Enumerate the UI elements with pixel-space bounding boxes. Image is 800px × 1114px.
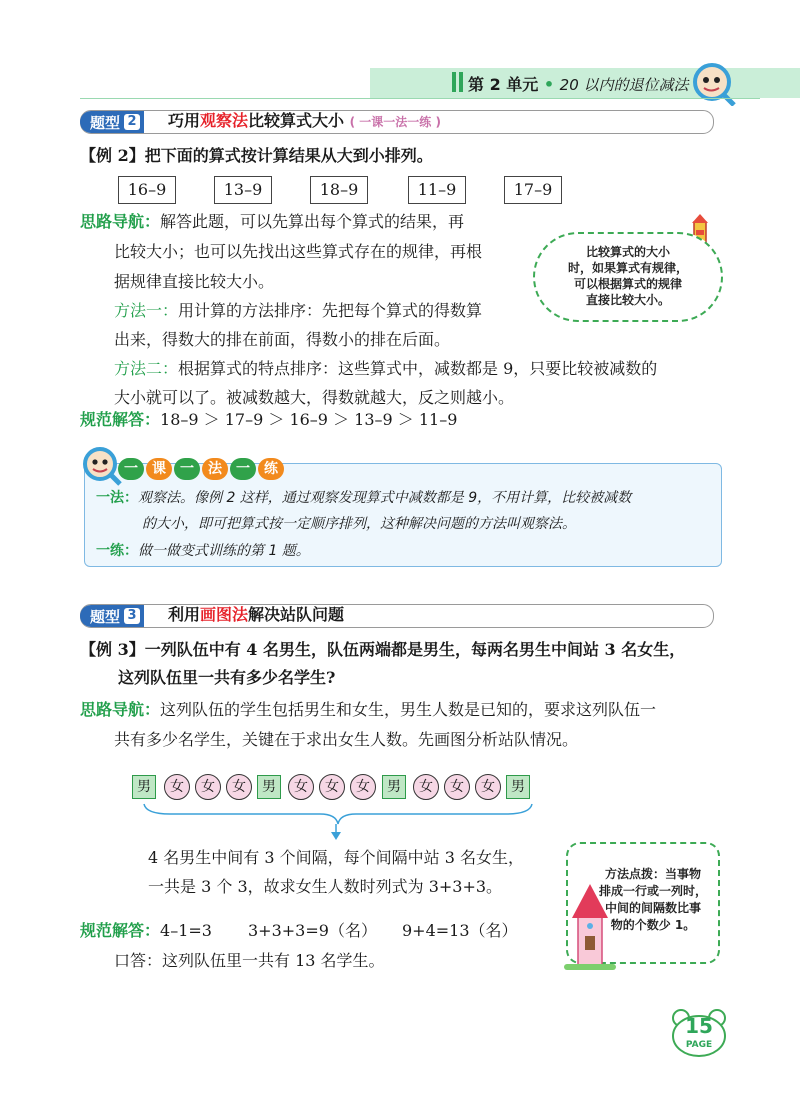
queue-girl: 女 — [319, 774, 345, 800]
example2-answer: 规范解答：18–9 ＞ 17–9 ＞ 16–9 ＞ 13–9 ＞ 11–9 — [80, 410, 458, 429]
practice-method-line-2: 的大小，即可把算式按一定顺序排列，这种解决问题的方法叫观察法。 — [142, 516, 576, 532]
queue-girl: 女 — [195, 774, 221, 800]
expression-box: 13–9 — [214, 176, 272, 204]
example3-line-1: 【例 3】一列队伍中有 4 名男生，队伍两端都是男生，每两名男生中间站 3 名女生， — [80, 640, 686, 659]
queue-boy: 男 — [257, 775, 281, 799]
method1-line-1: 方法一：用计算的方法排序：先把每个算式的得数算 — [114, 301, 483, 320]
expression-box: 16–9 — [118, 176, 176, 204]
queue-girl: 女 — [288, 774, 314, 800]
expression-box: 11–9 — [408, 176, 466, 204]
practice-header: 一 课 一 法 一 练 — [118, 458, 286, 480]
queue-girl: 女 — [226, 774, 252, 800]
queue-girl: 女 — [350, 774, 376, 800]
guide3-line-1: 思路导航：这列队伍的学生包括男生和女生，男生人数是已知的，要求这列队伍一 — [80, 700, 657, 719]
queue-boy: 男 — [132, 775, 156, 799]
example2-prompt: 【例 2】把下面的算式按计算结果从大到小排列。 — [80, 146, 433, 165]
method2-line-1: 方法二：根据算式的特点排序：这些算式中，减数都是 9，只要比较被减数的 — [114, 359, 658, 378]
answer-step-3: 9+4=13（名） — [402, 921, 518, 940]
section2-title: 巧用观察法比较算式大小 ( 一课一法一练 ) — [168, 111, 441, 130]
method1-line-2: 出来，得数大的排在前面，得数小的排在后面。 — [114, 330, 451, 349]
page-number: 15 — [685, 1014, 713, 1038]
answer-step-2: 3+3+3=9（名） — [248, 921, 377, 940]
queue-girl: 女 — [413, 774, 439, 800]
expression-box: 17–9 — [504, 176, 562, 204]
expression-box: 18–9 — [310, 176, 368, 204]
example3-line-2: 这列队伍里一共有多少名学生? — [118, 668, 336, 687]
queue-girl: 女 — [475, 774, 501, 800]
queue-brace — [140, 802, 540, 842]
example3-answer: 规范解答：4–1=3 — [80, 921, 212, 940]
oral-answer: 口答：这列队伍里一共有 13 名学生。 — [114, 951, 385, 970]
unit-label: 第 2 单元 — [468, 75, 539, 94]
magnifier-mascot-icon — [80, 444, 122, 486]
section2-label: 题型 2 — [80, 111, 144, 133]
magnifier-mascot-icon — [690, 60, 736, 106]
section3-title: 利用画图法解决站队问题 — [168, 605, 345, 624]
header-title: 第 2 单元 • 20 以内的退位减法 — [468, 75, 689, 94]
queue-boy: 男 — [382, 775, 406, 799]
section2-subtag: ( 一课一法一练 ) — [349, 115, 441, 129]
queue-girl: 女 — [164, 774, 190, 800]
header-bars — [452, 72, 466, 96]
guide-line-3: 据规律直接比较大小。 — [114, 272, 275, 291]
castle-icon — [560, 876, 620, 972]
method2-line-2: 大小就可以了。被减数越大，得数就越大，反之则越小。 — [114, 388, 515, 407]
queue-boy: 男 — [506, 775, 530, 799]
queue-girl: 女 — [444, 774, 470, 800]
practice-method-line-1: 一法：观察法。像例 2 这样，通过观察发现算式中减数都是 9，不用计算，比较被减数 — [96, 490, 632, 506]
hint-bubble: 比较算式的大小 时，如果算式有规律， 可以根据算式的规律 直接比较大小。 — [533, 232, 723, 322]
queue-note-1: 4 名男生中间有 3 个间隔，每个间隔中站 3 名女生， — [148, 848, 524, 867]
guide-line-1: 思路导航：解答此题，可以先算出每个算式的结果，再 — [80, 212, 465, 231]
header-divider — [80, 98, 760, 99]
section3-number: 3 — [124, 608, 140, 624]
section2-number: 2 — [124, 114, 140, 130]
tip-card: 方法点拨：当事物 排成一行或一列时， 中间的间隔数比事 物的个数少 1。 — [566, 842, 720, 964]
guide-line-2: 比较大小；也可以先找出这些算式存在的规律，再根 — [114, 242, 483, 261]
queue-note-2: 一共是 3 个 3，故求女生人数时列式为 3+3+3。 — [148, 877, 503, 896]
unit-subtitle: 20 以内的退位减法 — [559, 76, 689, 94]
page-word: PAGE — [685, 1040, 713, 1050]
section3-label: 题型 3 — [80, 605, 144, 627]
practice-exercise-line: 一练：做一做变式训练的第 1 题。 — [96, 543, 310, 559]
guide3-line-2: 共有多少名学生，关键在于求出女生人数。先画图分析站队情况。 — [114, 730, 579, 749]
